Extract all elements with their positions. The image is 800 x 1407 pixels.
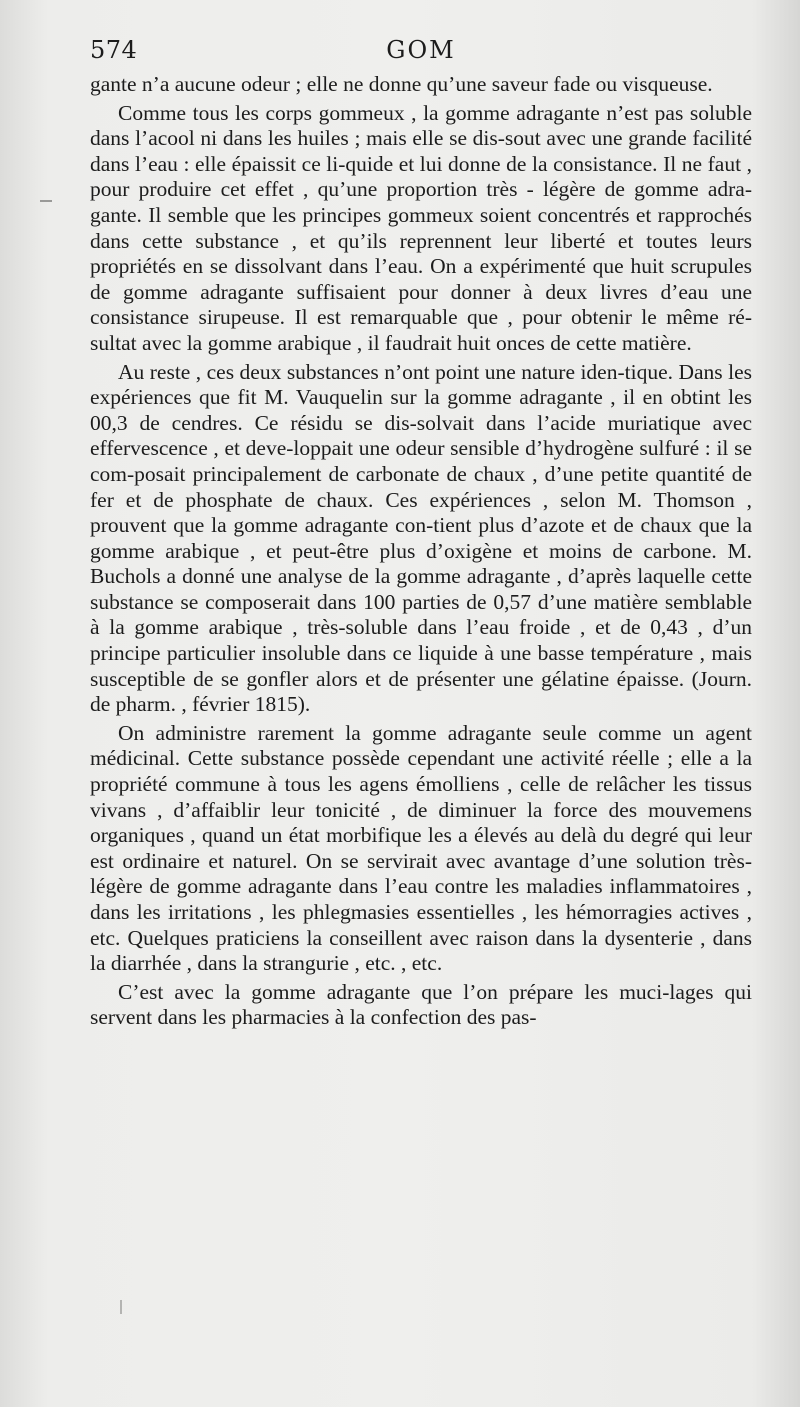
paragraph-mucilages: C’est avec la gomme adragante que l’on prépare les muci-lages qui servent dans les pharmacies à la confection des pas- <box>90 979 752 1030</box>
page-number: 574 <box>90 36 138 64</box>
bottom-mark <box>120 1300 122 1314</box>
paragraph-solubility: Comme tous les corps gommeux , la gomme adragante n’est pas soluble dans l’acool ni dans les huiles ; mais elle se dis-sout avec une grande facilité dans l’eau : elle épaissit ce li-quide et lui donne de la consistance. Il ne faut , pour produire cet effet , qu’une proportion très - légère de gomme adra-gante. Il semble que les principes gommeux soient concentrés et rapprochés dans cette substance , et qu’ils reprennent leur liberté et toutes leurs propriétés en se dissolvant dans l’eau. On a expérimenté que huit scrupules de gomme adragante suffisaient pour donner à deux livres d’eau une consistance sirupeuse. Il est remarquable que , pour obtenir le même ré-sultat avec la gomme arabique , il faudrait huit onces de cette matière. <box>90 100 752 355</box>
margin-mark <box>40 200 52 202</box>
paragraph-medical-use: On administre rarement la gomme adragante seule comme un agent médicinal. Cette substance possède cependant une activité réelle ; elle a la propriété commune à tous les agens émolliens , celle de relâcher les tissus vivans , d’affaiblir leur tonicité , de diminuer la force des mouvemens organiques , quand un état morbifique les a élevés au delà du degré qui leur est ordinaire et naturel. On se servirait avec avantage d’une solution très-légère de gomme adragante dans l’eau contre les maladies inflammatoires , dans les irritations , les phlegmasies essentielles , les hémorragies actives , etc. Quelques praticiens la conseillent avec raison dans la dysenterie , dans la diarrhée , dans la strangurie , etc. , etc. <box>90 720 752 976</box>
paragraph-continuation: gante n’a aucune odeur ; elle ne donne qu’une saveur fade ou visqueuse. <box>90 72 713 96</box>
page-header <box>90 36 752 68</box>
paragraph-chemical-analysis: Au reste , ces deux substances n’ont point une nature iden-tique. Dans les expériences que fit M. Vauquelin sur la gomme adragante , il en obtint les 00,3 de cendres. Ce résidu se dis-solvait dans l’acide muriatique avec effervescence , et deve-loppait une odeur sensible d’hydrogène sulfuré : il se com-posait principalement de carbonate de chaux , d’une petite quantité de fer et de phosphate de chaux. Ces expériences , selon M. Thomson , prouvent que la gomme adragante con-tient plus d’azote et de chaux que la gomme arabique , et peut-être plus d’oxigène et moins de carbone. M. Buchols a donné une analyse de la gomme adragante , d’après laquelle cette substance se composerait dans 100 parties de 0,57 d’une matière semblable à la gomme arabique , très-soluble dans l’eau froide , et de 0,43 , d’un principe particulier insoluble dans ce liquide à une basse température , mais susceptible de se gonfler alors et de présenter une gélatine épaisse. (Journ. de pharm. , février 1815). <box>90 359 752 717</box>
body-text <box>90 72 752 1031</box>
running-head: GOM <box>386 36 456 64</box>
